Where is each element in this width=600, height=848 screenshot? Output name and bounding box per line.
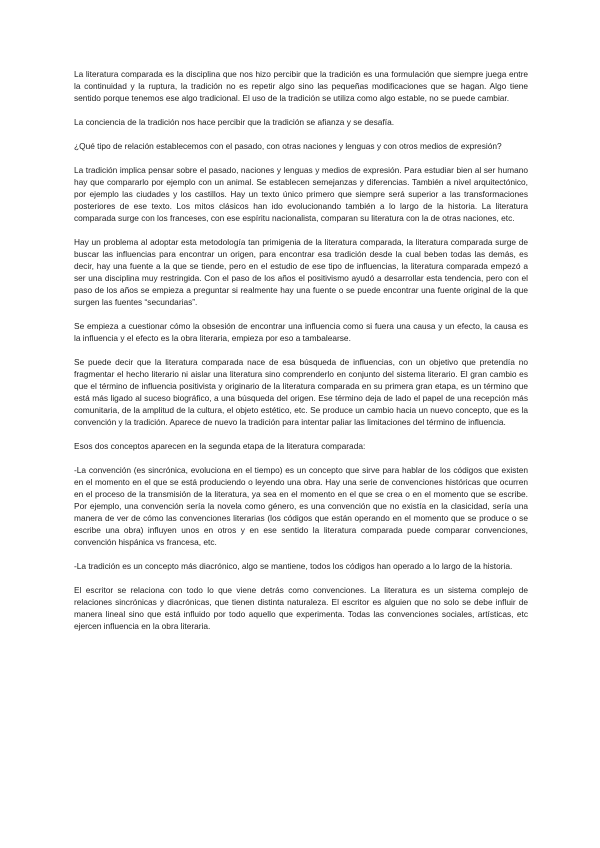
paragraph-convencion: -La convención (es sincrónica, evoluciona en el tiempo) es un concepto que sirve para hablar de los códigos que existen en el momento en el que se está produciendo o leyendo una obra. Hay una serie de convenciones históricas que ocurren en el proceso de la transmisión de la literatura, ya sea en el momento en el que se crea o en el momento que se escribe. Por ejemplo, una convención sería la novela como género, es una convención que no existía en la clasicidad, sería una manera de ver de cómo las convenciones literarias (los códigos que están operando en el momento que se produce o se escribe una obra) influyen unos en otros y en ese sentido la literatura comparada puede comparar convenciones, convención hispánica vs francesa, etc. [74, 465, 528, 547]
paragraph-dos-conceptos: Esos dos conceptos aparecen en la segunda etapa de la literatura comparada: [74, 441, 366, 451]
paragraph-pregunta-relacion: ¿Qué tipo de relación establecemos con el pasado, con otras naciones y lenguas y con otros medios de expresión? [74, 141, 502, 151]
paragraph-problema-metodologia: Hay un problema al adoptar esta metodología tan primigenia de la literatura comparada, la literatura comparada surge de buscar las influencias para encontrar un origen, para encontrar esa tradición desde la cual beben todas las demás, es decir, hay una fuente a la que se tiende, pero en el estudio de ese tipo de influencias, la literatura comparada empezó a ser una disciplina muy restringida. Con el paso de los años el positivismo ayudó a desarrollar esta tendencia, pero con el paso de los años se empieza a preguntar si realmente hay una fuente o se puede encontrar una fuente original de la que surgen las fuentes “secundarias”. [74, 237, 528, 307]
paragraph-escritor-convenciones: El escritor se relaciona con todo lo que viene detrás como convenciones. La literatura es un sistema complejo de relaciones sincrónicas y diacrónicas, que tienen distinta naturaleza. El escritor es alguien que no solo se debe influir de manera lineal sino que está influido por todo aquello que experimenta. Todas las convenciones sociales, artísticas, etc ejercen influencia en la obra literaria. [74, 585, 528, 631]
document-body [74, 68, 528, 644]
paragraph-tradicion-diacronica: -La tradición es un concepto más diacrónico, algo se mantiene, todos los códigos han operado a lo largo de la historia. [74, 561, 513, 571]
paragraph-tradicion-implica: La tradición implica pensar sobre el pasado, naciones y lenguas y medios de expresión. Para estudiar bien al ser humano hay que compararlo por ejemplo con un animal. Se establecen semejanzas y diferencias. También a nivel arquitectónico, por ejemplo las ciudades y los castillos. Hay un texto único primero que siempre será superior a las transformaciones posteriores de ese texto. Los mitos clásicos han ido evolucionando también a lo largo de la historia. La literatura comparada surge con los franceses, con ese espíritu nacionalista, comparan su literatura con la de otras naciones, etc. [74, 165, 528, 223]
paragraph-conciencia-tradicion: La conciencia de la tradición nos hace percibir que la tradición se afianza y se desafía. [74, 117, 395, 127]
paragraph-busqueda-influencias: Se puede decir que la literatura comparada nace de esa búsqueda de influencias, con un objetivo que pretendía no fragmentar el hecho literario ni aislar una literatura sino comprenderlo en conjunto del sistema literario. El gran cambio es que el término de influencia positivista y originario de la literatura comparada en su primera gran etapa, es un término que está más ligado al suceso biográfico, a una búsqueda del origen. Ese término deja de lado el papel de una recepción más comunitaria, de la amplitud de la cultura, el objeto estético, etc. Se produce un cambio hacia un nuevo concepto, que es la convención y la tradición. Aparece de nuevo la tradición para intentar paliar las limitaciones del término de influencia. [74, 357, 528, 427]
paragraph-tradicion-definicion: La literatura comparada es la disciplina que nos hizo percibir que la tradición es una formulación que siempre juega entre la continuidad y la ruptura, la tradición no es repetir algo sino las pequeñas modificaciones que se hagan. Algo tiene sentido porque tenemos ese algo tradicional. El uso de la tradición se utiliza como algo estable, no se puede cambiar. [74, 69, 528, 103]
paragraph-causa-efecto: Se empieza a cuestionar cómo la obsesión de encontrar una influencia como si fuera una causa y un efecto, la causa es la influencia y el efecto es la obra literaria, empieza por eso a tambalearse. [74, 321, 528, 343]
